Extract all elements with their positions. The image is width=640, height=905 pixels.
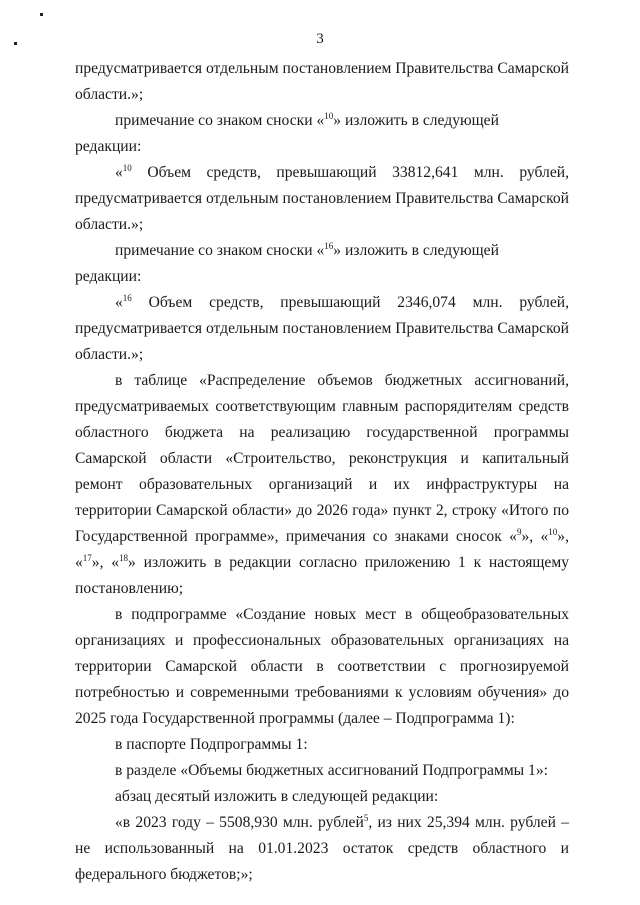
paragraph-line: предусматривается отдельным постановлением Правительства Самарской (75, 320, 569, 337)
paragraph: «в 2023 году – 5508,930 млн. рублей$^5$, из них 25,394 млн. рублей – не использованный на 01.01.2023 остаток средств областного и федерального бюджетов;»; (75, 813, 569, 883)
paragraph: в таблице «Распределение объемов бюджетных ассигнований, предусматриваемых соответствующим главным распорядителям средств областного бюджета на реализацию государственной программы Самарской области «Строительство, реконструкция и капитальный ремонт образовательных организаций и их инфраструктуры на территории Самарской области» до 2026 года» пункт 2, строку «Итого по Государственной программе», примечания со знаками сносок «$^9$», «$^{10}$», «$^{17}$», «$^{18}$» изложить в редакции согласно приложению 1 к настоящему постановлению; (75, 372, 569, 597)
paragraph-line: предусматривается отдельным постановлением Правительства Самарской (75, 190, 569, 207)
paragraph: абзац десятый изложить в следующей редакции: (115, 788, 439, 805)
paragraph-line: области.»; (75, 346, 144, 363)
scan-mark-top (40, 13, 43, 16)
paragraph: примечание со знаком сноски «$^{16}$» изложить в следующей редакции: (75, 241, 499, 285)
page-number: 3 (316, 31, 324, 47)
paragraph: в разделе «Объемы бюджетных ассигнований Подпрограммы 1»: (115, 762, 548, 779)
paragraph-line: области.»; (75, 216, 144, 233)
paragraph: в подпрограмме «Создание новых мест в общеобразовательных организациях и профессиональных образовательных организациях на территории Самарской области в соответствии с прогнозируемой потребностью и современными требованиями к условиям обучения» до 2025 года Государственной программы (далее – Подпрограмма 1): (75, 606, 569, 727)
paragraph-line: области.»; (75, 86, 144, 103)
paragraph-line: «$^{16}$ Объем средств, превышающий 2346,074 млн. рублей, (115, 293, 569, 311)
paragraph: в паспорте Подпрограммы 1: (115, 736, 308, 753)
paragraph-line: «$^{10}$ Объем средств, превышающий 33812,641 млн. рублей, (115, 163, 569, 181)
paragraph-line: предусматривается отдельным постановлением Правительства Самарской (75, 60, 569, 77)
paragraph: примечание со знаком сноски «$^{10}$» изложить в следующей редакции: (75, 111, 499, 155)
document-body (75, 56, 569, 888)
